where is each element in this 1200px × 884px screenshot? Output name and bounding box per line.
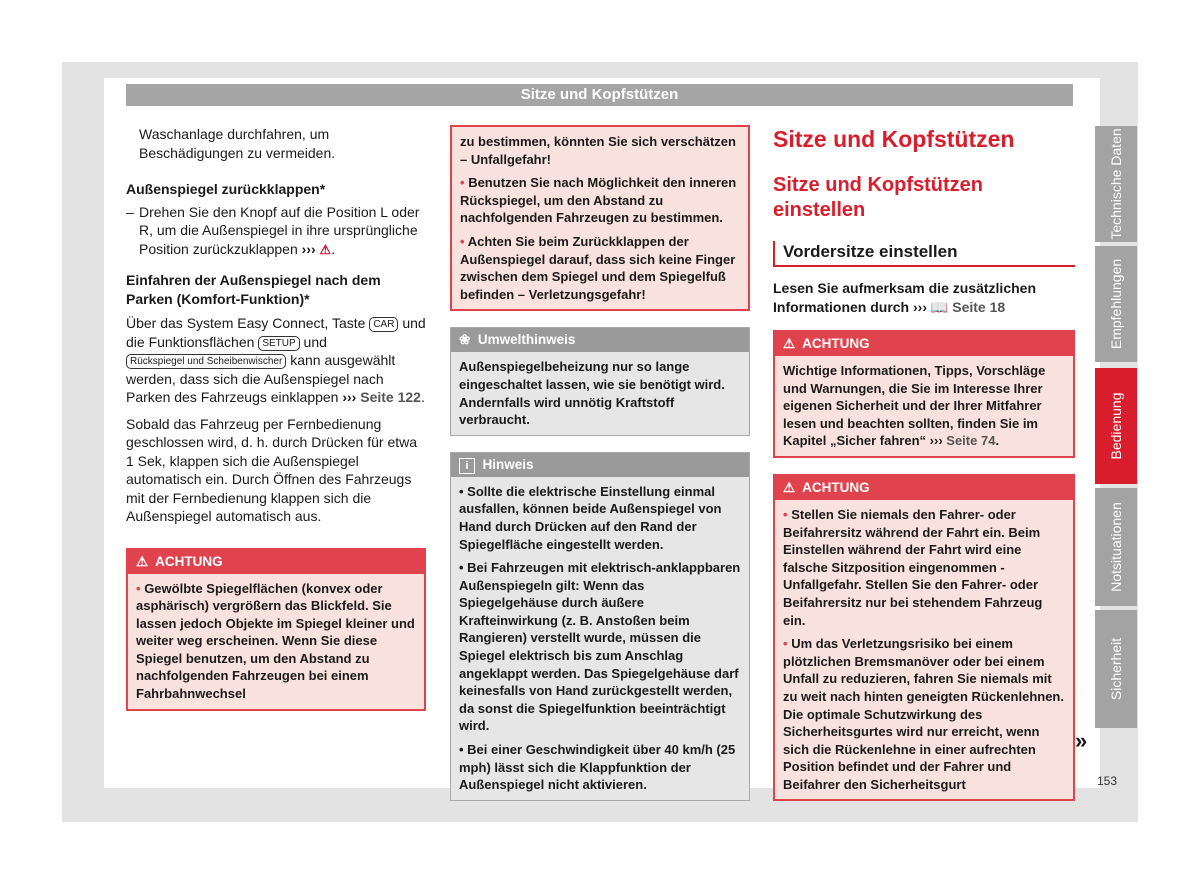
page-ref-label: Seite 122 [360, 389, 421, 405]
intro-paragraph [773, 279, 1075, 316]
warning-text: Stellen Sie niemals den Fahrer- oder Beifahrersitz während der Fahrt ein. Beim Einstellen während der Fahrt wird eine falsche Sitzposition eingenommen - Unfallgefahr. Stellen Sie den Fahrer- oder Beifahrersitz nur bei stehendem Fahrzeug ein. [783, 506, 1043, 628]
tab-label: Empfehlungen [1108, 258, 1124, 350]
warning-item: zu bestimmen, könnten Sie sich verschätzen – Unfallgefahr! [460, 134, 736, 167]
info-icon: i [459, 458, 475, 474]
tab-label: Bedienung [1108, 392, 1124, 460]
book-icon: 📖 [930, 298, 949, 315]
flower-icon: ❀ [459, 332, 471, 348]
running-header: Sitze und Kopfstützen [126, 84, 1073, 106]
tab-technische-daten[interactable] [1095, 126, 1137, 242]
dash-bullet: – [126, 203, 134, 220]
note-item: • Sollte die elektrische Einstellung einmal ausfallen, können beide Außenspiegel von Hand durch Drücken auf den Rand der Spiegelfläche eingestellt werden. [459, 483, 722, 552]
cross-ref[interactable] [302, 241, 332, 257]
warning-header [128, 550, 424, 574]
mirror-wiper-key-icon: Rückspiegel und Scheibenwischer [126, 354, 286, 369]
setup-key-icon: SETUP [258, 336, 299, 351]
paragraph: Waschanlage durchfahren, um Beschädigungen zu vermeiden. [139, 126, 336, 161]
note-text: Bei Fahrzeugen mit elektrisch-anklappbaren Außenspiegeln gilt: Wenn das Spiegelgehäuse durch äußere Krafteinwirkung (z. B. Anstoßen beim Rangieren) verstellt wurde, müssen die Spiegel elektrisch bis zum Anschlag angeklappt werden. Das Spiegelgehäuse darf keinesfalls von Hand zurückgestellt werden, da sonst die Spiegelfunktion beeinträchtigt wird. [459, 560, 741, 734]
subheading: Einfahren der Außenspiegel nach dem Parken (Komfort-Funktion)* [126, 272, 381, 307]
subheading: Außenspiegel zurückklappen* [126, 181, 326, 197]
warning-text: Achten Sie beim Zurückklappen der Außenspiegel darauf, dass sich keine Finger zwischen dem Spiegel und dem Spiegelfuß befinden – Verletzungsgefahr! [460, 233, 736, 302]
warning-title: ACHTUNG [802, 336, 870, 351]
bullet-icon: • [460, 233, 465, 249]
tab-sicherheit[interactable] [1095, 610, 1137, 728]
instruction-text: Drehen Sie den Knopf auf die Position L oder R, um die Außenspiegel in ihre ursprüngliche Position zurückzuklappen ››› ⚠. [139, 203, 420, 257]
instruction-body: Drehen Sie den Knopf auf die Position L oder R, um die Außenspiegel in ihre ursprüngliche Position zurückzuklappen [139, 203, 420, 257]
environment-note-title: Umwelthinweis [477, 332, 576, 348]
environment-note-box [450, 327, 750, 435]
bullet-icon: • [136, 580, 141, 596]
warning-title: ACHTUNG [802, 479, 870, 495]
intro-text: Lesen Sie aufmerksam die zusätzlichen Informationen durch [773, 280, 1036, 315]
paragraph: Sobald das Fahrzeug per Fernbedienung geschlossen wird, d. h. durch Drücken für etwa 1 Sek, klappen sich die Außenspiegel automatisch ein. Durch Öffnen des Fahrzeugs mit der Fernbedienung klappen sich die Außenspiegel automatisch aus. [126, 415, 418, 524]
warning-title: ACHTUNG [155, 553, 223, 569]
ref-marker: ››› [301, 240, 316, 257]
bullet-icon: • [783, 636, 788, 652]
warning-box [773, 474, 1075, 802]
page-link[interactable] [342, 389, 421, 405]
car-key-icon: CAR [369, 317, 398, 332]
column-right [773, 125, 1075, 801]
subsection-title: Vordersitze einstellen [773, 241, 1075, 267]
paragraph [126, 314, 426, 407]
bullet-icon: • [460, 175, 465, 191]
warning-item [136, 580, 416, 703]
tab-label: Sicherheit [1108, 637, 1124, 701]
info-note-box [450, 452, 750, 801]
page-number: 153 [1097, 774, 1118, 788]
warning-item [460, 233, 740, 303]
chapter-title: Sitze und Kopfstützen [773, 126, 1015, 152]
warning-box [126, 548, 426, 711]
page-ref-label: Seite 18 [952, 298, 1006, 315]
tab-label: Notsituationen [1108, 502, 1124, 592]
instruction-item [126, 203, 426, 260]
continue-marker: » [1075, 728, 1088, 753]
section-title: Sitze und Kopfstützen einstellen [773, 174, 983, 221]
page-link[interactable]: ››› Seite 74 [929, 433, 996, 449]
warning-header [775, 476, 1073, 500]
warning-body [775, 356, 1073, 456]
warning-body [775, 500, 1073, 800]
note-text: Bei einer Geschwindigkeit über 40 km/h (25 mph) lässt sich die Klappfunktion der Außenspiegel nicht aktivieren. [459, 742, 736, 793]
warning-icon: ⚠ [136, 553, 149, 569]
tab-label: Technische Daten [1108, 128, 1124, 240]
info-note-header [451, 453, 749, 477]
warning-item: Wichtige Informationen, Tipps, Vorschläge und Warnungen, die Sie im Interesse Ihrer eigenen Sicherheit und der Ihrer Mitfahrer lesen und beachten sollten, finden Sie im Kapitel „Sicher fahren“ ››› Seite 74. [783, 363, 1046, 449]
tab-empfehlungen[interactable] [1095, 246, 1137, 362]
warning-text: Gewölbte Spiegelflächen (konvex oder asphärisch) vergrößern das Blickfeld. Sie lassen jedoch Objekte im Spiegel kleiner und weiter weg erscheinen. Wenn Sie diese Spiegel benutzen, um den Abstand zu nachfolgenden Fahrzeugen bei einem Fahrbahnwechsel [136, 580, 415, 702]
text-span: . [420, 389, 425, 405]
tab-notsituationen[interactable] [1095, 488, 1137, 606]
environment-note-text: Außenspiegelbeheizung nur so lange eingeschaltet lassen, wie sie benötigt wird. Andernfalls wird unnötig Kraftstoff verbraucht. [459, 359, 725, 428]
warning-item [460, 174, 740, 227]
warning-box [773, 330, 1075, 458]
warning-icon: ⚠ [783, 479, 796, 495]
text-span: Über das System Easy Connect, Taste [126, 315, 366, 331]
text-span: und die Funktionsflächen [126, 315, 426, 350]
warning-body [452, 127, 748, 309]
column-middle [450, 125, 750, 801]
environment-note-body [451, 352, 749, 434]
tab-bedienung[interactable] [1095, 368, 1137, 484]
warning-body [128, 574, 424, 709]
warning-item [783, 506, 1065, 629]
note-text: Sollte die elektrische Einstellung einmal ausfallen, können beide Außenspiegel von Hand durch Drücken auf den Rand der Spiegelfläche eingestellt werden. [459, 483, 722, 552]
ref-marker: ››› [342, 389, 357, 405]
page-ref-label: Seite 74 [946, 433, 996, 449]
page-link[interactable]: ››› 📖 Seite 18 [913, 298, 1006, 315]
warning-box-continued [450, 125, 750, 311]
environment-note-header [451, 328, 749, 352]
text-span: kann ausgewählt werden, dass sich die Außenspiegel nach Parken des Fahrzeugs einklappen [126, 352, 396, 405]
bullet-icon: • [783, 506, 788, 522]
warning-item [783, 635, 1065, 793]
note-item: • Bei Fahrzeugen mit elektrisch-anklappbaren Außenspiegeln gilt: Wenn das Spiegelgehäuse durch äußere Krafteinwirkung (z. B. Anstoßen beim Rangieren) verstellt wurde, müssen die Spiegel elektrisch bis zum Anschlag angeklappt werden. Das Spiegelgehäuse darf keinesfalls von Hand zurückgestellt werden, da sonst die Spiegelfunktion beeinträchtigt wird. [459, 560, 741, 734]
warning-text: Benutzen Sie nach Möglichkeit den inneren Rückspiegel, um den Abstand zu nachfolgenden Fahrzeugen zu bestimmen. [460, 175, 737, 226]
text-span: und [303, 333, 327, 350]
warning-text: Um das Verletzungsrisiko bei einem plötzlichen Bremsmanöver oder bei einem Unfall zu reduzieren, fahren Sie niemals mit zu weit nach hinten geneigten Rückenlehnen. Die optimale Schutzwirkung des Sicherheitsgurtes wird nur erreicht, wenn sich die Rückenlehne in einer aufrechten Position befindet und der Fahrer und Beifahrer den Sicherheitsgurt [783, 636, 1064, 792]
info-note-body [451, 477, 749, 800]
column-left [126, 125, 426, 711]
note-item: • Bei einer Geschwindigkeit über 40 km/h (25 mph) lässt sich die Klappfunktion der Außenspiegel nicht aktivieren. [459, 742, 736, 793]
warning-triangle-icon: ⚠ [319, 241, 332, 257]
warning-icon: ⚠ [783, 336, 796, 351]
warning-text: Wichtige Informationen, Tipps, Vorschläge und Warnungen, die Sie im Interesse Ihrer eigenen Sicherheit und der Ihrer Mitfahrer lesen und beachten sollten, finden Sie im Kapitel „Sicher fahren“ [783, 363, 1046, 449]
warning-header [775, 332, 1073, 356]
info-note-title: Hinweis [482, 456, 534, 472]
